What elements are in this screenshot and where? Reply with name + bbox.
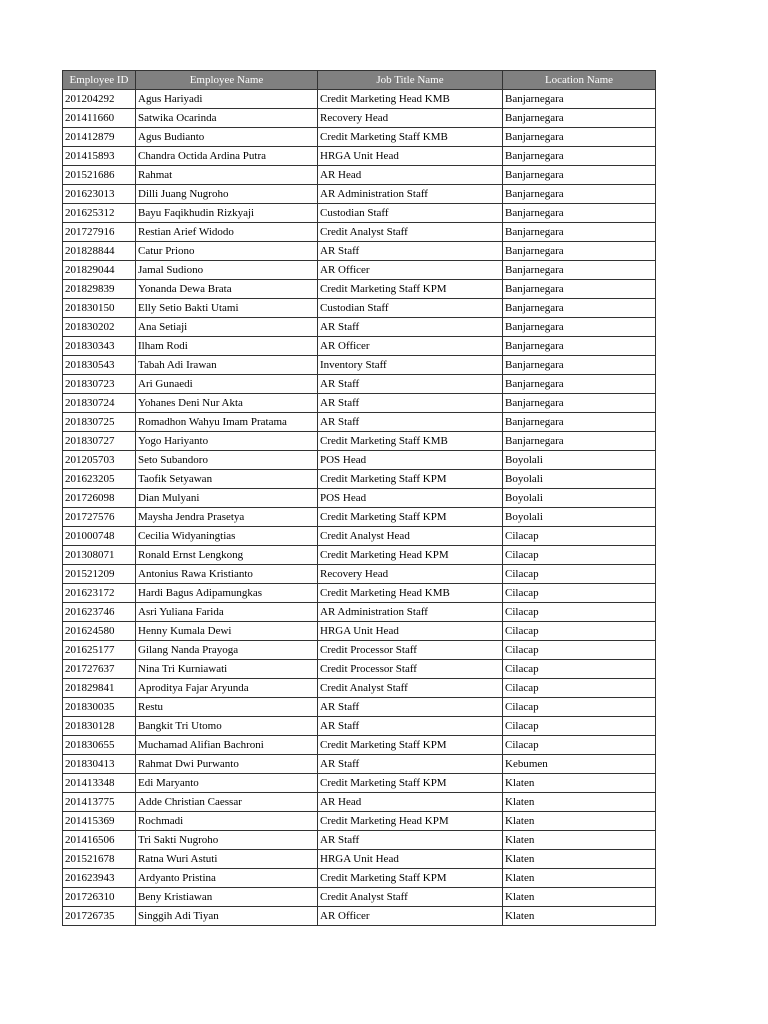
cell-job-title: AR Staff — [318, 242, 503, 261]
cell-employee-name: Rochmadi — [136, 812, 318, 831]
cell-employee-name: Tabah Adi Irawan — [136, 356, 318, 375]
header-row — [63, 71, 656, 90]
cell-employee-name: Yogo Hariyanto — [136, 432, 318, 451]
cell-job-title: Credit Marketing Staff KPM — [318, 869, 503, 888]
cell-job-title: Credit Marketing Staff KPM — [318, 774, 503, 793]
cell-employee-id: 201830413 — [63, 755, 136, 774]
cell-employee-id: 201000748 — [63, 527, 136, 546]
table-row — [63, 147, 656, 166]
cell-job-title: AR Officer — [318, 261, 503, 280]
cell-job-title: Custodian Staff — [318, 204, 503, 223]
cell-employee-id: 201624580 — [63, 622, 136, 641]
cell-job-title: Custodian Staff — [318, 299, 503, 318]
table-row — [63, 109, 656, 128]
cell-location: Klaten — [503, 888, 656, 907]
cell-job-title: AR Head — [318, 166, 503, 185]
cell-job-title: Credit Analyst Staff — [318, 888, 503, 907]
cell-employee-name: Cecilia Widyaningtias — [136, 527, 318, 546]
cell-location: Cilacap — [503, 584, 656, 603]
table-row — [63, 793, 656, 812]
cell-employee-name: Henny Kumala Dewi — [136, 622, 318, 641]
cell-location: Boyolali — [503, 508, 656, 527]
cell-location: Boyolali — [503, 451, 656, 470]
header-location-name: Location Name — [503, 71, 656, 90]
cell-employee-name: Ilham Rodi — [136, 337, 318, 356]
cell-job-title: Recovery Head — [318, 109, 503, 128]
table-row — [63, 242, 656, 261]
cell-job-title: AR Staff — [318, 318, 503, 337]
cell-employee-name: Nina Tri Kurniawati — [136, 660, 318, 679]
cell-employee-id: 201625312 — [63, 204, 136, 223]
cell-employee-id: 201623013 — [63, 185, 136, 204]
cell-location: Cilacap — [503, 546, 656, 565]
table-row — [63, 698, 656, 717]
cell-employee-name: Rahmat Dwi Purwanto — [136, 755, 318, 774]
cell-job-title: Inventory Staff — [318, 356, 503, 375]
cell-employee-id: 201726098 — [63, 489, 136, 508]
cell-employee-name: Romadhon Wahyu Imam Pratama — [136, 413, 318, 432]
cell-location: Klaten — [503, 812, 656, 831]
cell-employee-id: 201830723 — [63, 375, 136, 394]
header-employee-id: Employee ID — [63, 71, 136, 90]
cell-employee-name: Asri Yuliana Farida — [136, 603, 318, 622]
cell-job-title: Credit Marketing Staff KPM — [318, 736, 503, 755]
cell-location: Banjarnegara — [503, 280, 656, 299]
cell-job-title: Credit Analyst Staff — [318, 679, 503, 698]
cell-job-title: Credit Marketing Staff KPM — [318, 280, 503, 299]
cell-employee-name: Elly Setio Bakti Utami — [136, 299, 318, 318]
table-row — [63, 565, 656, 584]
cell-employee-name: Edi Maryanto — [136, 774, 318, 793]
cell-job-title: AR Administration Staff — [318, 185, 503, 204]
cell-location: Banjarnegara — [503, 261, 656, 280]
cell-employee-id: 201623746 — [63, 603, 136, 622]
cell-job-title: Credit Marketing Staff KPM — [318, 508, 503, 527]
table-row — [63, 185, 656, 204]
table-row — [63, 394, 656, 413]
cell-location: Banjarnegara — [503, 318, 656, 337]
table-row — [63, 850, 656, 869]
cell-job-title: Credit Analyst Head — [318, 527, 503, 546]
cell-location: Klaten — [503, 774, 656, 793]
cell-employee-name: Aproditya Fajar Aryunda — [136, 679, 318, 698]
cell-employee-name: Adde Christian Caessar — [136, 793, 318, 812]
table-row — [63, 546, 656, 565]
cell-employee-id: 201830724 — [63, 394, 136, 413]
cell-job-title: Credit Marketing Head KPM — [318, 546, 503, 565]
cell-job-title: AR Officer — [318, 907, 503, 926]
cell-job-title: AR Staff — [318, 375, 503, 394]
cell-employee-id: 201828844 — [63, 242, 136, 261]
table-row — [63, 470, 656, 489]
table-row — [63, 508, 656, 527]
table-row — [63, 622, 656, 641]
cell-job-title: AR Staff — [318, 831, 503, 850]
table-row — [63, 679, 656, 698]
cell-job-title: Credit Processor Staff — [318, 660, 503, 679]
cell-job-title: HRGA Unit Head — [318, 622, 503, 641]
table-row — [63, 90, 656, 109]
cell-employee-id: 201830725 — [63, 413, 136, 432]
cell-job-title: AR Staff — [318, 413, 503, 432]
cell-employee-id: 201521209 — [63, 565, 136, 584]
cell-employee-id: 201413348 — [63, 774, 136, 793]
cell-location: Kebumen — [503, 755, 656, 774]
cell-employee-id: 201521678 — [63, 850, 136, 869]
cell-job-title: Recovery Head — [318, 565, 503, 584]
cell-job-title: AR Staff — [318, 717, 503, 736]
table-row — [63, 432, 656, 451]
cell-location: Klaten — [503, 793, 656, 812]
cell-employee-id: 201727916 — [63, 223, 136, 242]
cell-employee-id: 201204292 — [63, 90, 136, 109]
cell-employee-name: Gilang Nanda Prayoga — [136, 641, 318, 660]
cell-location: Banjarnegara — [503, 185, 656, 204]
cell-employee-id: 201521686 — [63, 166, 136, 185]
cell-employee-name: Ana Setiaji — [136, 318, 318, 337]
cell-employee-id: 201830727 — [63, 432, 136, 451]
cell-job-title: AR Administration Staff — [318, 603, 503, 622]
cell-employee-name: Agus Budianto — [136, 128, 318, 147]
cell-location: Banjarnegara — [503, 432, 656, 451]
table-row — [63, 261, 656, 280]
cell-job-title: Credit Marketing Head KPM — [318, 812, 503, 831]
cell-employee-id: 201830035 — [63, 698, 136, 717]
table-row — [63, 451, 656, 470]
cell-location: Cilacap — [503, 660, 656, 679]
cell-employee-name: Ronald Ernst Lengkong — [136, 546, 318, 565]
table-row — [63, 584, 656, 603]
cell-employee-id: 201726735 — [63, 907, 136, 926]
cell-location: Cilacap — [503, 622, 656, 641]
cell-location: Banjarnegara — [503, 204, 656, 223]
table-row — [63, 527, 656, 546]
cell-job-title: POS Head — [318, 489, 503, 508]
cell-employee-id: 201830202 — [63, 318, 136, 337]
table-row — [63, 774, 656, 793]
cell-location: Banjarnegara — [503, 394, 656, 413]
cell-employee-name: Jamal Sudiono — [136, 261, 318, 280]
cell-employee-id: 201623205 — [63, 470, 136, 489]
cell-job-title: Credit Analyst Staff — [318, 223, 503, 242]
table-row — [63, 603, 656, 622]
cell-job-title: HRGA Unit Head — [318, 850, 503, 869]
table-row — [63, 641, 656, 660]
table-row — [63, 204, 656, 223]
cell-employee-name: Hardi Bagus Adipamungkas — [136, 584, 318, 603]
cell-location: Banjarnegara — [503, 90, 656, 109]
table-row — [63, 280, 656, 299]
cell-job-title: AR Head — [318, 793, 503, 812]
cell-job-title: Credit Marketing Head KMB — [318, 90, 503, 109]
cell-employee-name: Catur Priono — [136, 242, 318, 261]
cell-employee-name: Agus Hariyadi — [136, 90, 318, 109]
cell-employee-id: 201726310 — [63, 888, 136, 907]
table-row — [63, 356, 656, 375]
table-row — [63, 717, 656, 736]
cell-location: Banjarnegara — [503, 413, 656, 432]
cell-employee-name: Tri Sakti Nugroho — [136, 831, 318, 850]
table-row — [63, 337, 656, 356]
cell-employee-name: Dilli Juang Nugroho — [136, 185, 318, 204]
cell-location: Banjarnegara — [503, 242, 656, 261]
cell-employee-id: 201829044 — [63, 261, 136, 280]
cell-location: Banjarnegara — [503, 337, 656, 356]
cell-job-title: AR Officer — [318, 337, 503, 356]
table-row — [63, 831, 656, 850]
cell-employee-name: Rahmat — [136, 166, 318, 185]
cell-employee-id: 201830150 — [63, 299, 136, 318]
table-row — [63, 166, 656, 185]
table-row — [63, 755, 656, 774]
cell-employee-id: 201829839 — [63, 280, 136, 299]
cell-employee-name: Beny Kristiawan — [136, 888, 318, 907]
cell-employee-name: Maysha Jendra Prasetya — [136, 508, 318, 527]
cell-location: Klaten — [503, 831, 656, 850]
table-row — [63, 736, 656, 755]
cell-employee-id: 201413775 — [63, 793, 136, 812]
cell-employee-name: Dian Mulyani — [136, 489, 318, 508]
cell-location: Banjarnegara — [503, 223, 656, 242]
cell-employee-name: Seto Subandoro — [136, 451, 318, 470]
cell-employee-name: Singgih Adi Tiyan — [136, 907, 318, 926]
header-job-title-name: Job Title Name — [318, 71, 503, 90]
table-row — [63, 660, 656, 679]
cell-employee-id: 201830343 — [63, 337, 136, 356]
cell-employee-id: 201412879 — [63, 128, 136, 147]
cell-location: Banjarnegara — [503, 299, 656, 318]
cell-employee-id: 201830543 — [63, 356, 136, 375]
cell-location: Cilacap — [503, 527, 656, 546]
cell-location: Cilacap — [503, 679, 656, 698]
cell-job-title: Credit Marketing Staff KMB — [318, 432, 503, 451]
cell-job-title: AR Staff — [318, 755, 503, 774]
cell-location: Cilacap — [503, 736, 656, 755]
cell-employee-name: Bangkit Tri Utomo — [136, 717, 318, 736]
table-row — [63, 128, 656, 147]
cell-employee-name: Bayu Faqikhudin Rizkyaji — [136, 204, 318, 223]
table-row — [63, 869, 656, 888]
cell-location: Klaten — [503, 907, 656, 926]
cell-employee-name: Chandra Octida Ardina Putra — [136, 147, 318, 166]
cell-employee-name: Muchamad Alifian Bachroni — [136, 736, 318, 755]
cell-employee-id: 201727576 — [63, 508, 136, 527]
cell-location: Klaten — [503, 850, 656, 869]
cell-location: Banjarnegara — [503, 147, 656, 166]
cell-job-title: Credit Marketing Staff KMB — [318, 128, 503, 147]
cell-job-title: Credit Marketing Head KMB — [318, 584, 503, 603]
cell-employee-name: Satwika Ocarinda — [136, 109, 318, 128]
cell-job-title: AR Staff — [318, 394, 503, 413]
cell-job-title: AR Staff — [318, 698, 503, 717]
table-row — [63, 375, 656, 394]
table-row — [63, 223, 656, 242]
table-row — [63, 812, 656, 831]
header-employee-name: Employee Name — [136, 71, 318, 90]
table-row — [63, 907, 656, 926]
employee-table — [62, 70, 656, 926]
cell-employee-id: 201415369 — [63, 812, 136, 831]
cell-employee-id: 201623172 — [63, 584, 136, 603]
table-row — [63, 299, 656, 318]
cell-employee-id: 201416506 — [63, 831, 136, 850]
cell-location: Cilacap — [503, 565, 656, 584]
cell-location: Banjarnegara — [503, 109, 656, 128]
cell-employee-id: 201411660 — [63, 109, 136, 128]
cell-job-title: HRGA Unit Head — [318, 147, 503, 166]
table-row — [63, 888, 656, 907]
cell-location: Boyolali — [503, 470, 656, 489]
table-row — [63, 413, 656, 432]
cell-employee-id: 201830128 — [63, 717, 136, 736]
cell-employee-id: 201830655 — [63, 736, 136, 755]
cell-employee-id: 201308071 — [63, 546, 136, 565]
cell-employee-id: 201625177 — [63, 641, 136, 660]
cell-employee-name: Taofik Setyawan — [136, 470, 318, 489]
cell-employee-name: Ardyanto Pristina — [136, 869, 318, 888]
cell-location: Cilacap — [503, 717, 656, 736]
cell-employee-id: 201623943 — [63, 869, 136, 888]
cell-employee-id: 201415893 — [63, 147, 136, 166]
cell-location: Klaten — [503, 869, 656, 888]
cell-location: Banjarnegara — [503, 356, 656, 375]
cell-job-title: POS Head — [318, 451, 503, 470]
cell-location: Cilacap — [503, 603, 656, 622]
cell-location: Banjarnegara — [503, 166, 656, 185]
cell-employee-name: Ratna Wuri Astuti — [136, 850, 318, 869]
cell-location: Banjarnegara — [503, 128, 656, 147]
cell-location: Boyolali — [503, 489, 656, 508]
cell-employee-name: Ari Gunaedi — [136, 375, 318, 394]
cell-employee-id: 201727637 — [63, 660, 136, 679]
cell-employee-name: Restian Arief Widodo — [136, 223, 318, 242]
cell-job-title: Credit Marketing Staff KPM — [318, 470, 503, 489]
cell-employee-id: 201205703 — [63, 451, 136, 470]
table-body — [63, 90, 656, 926]
cell-employee-name: Antonius Rawa Kristianto — [136, 565, 318, 584]
cell-job-title: Credit Processor Staff — [318, 641, 503, 660]
cell-employee-name: Yonanda Dewa Brata — [136, 280, 318, 299]
cell-employee-name: Yohanes Deni Nur Akta — [136, 394, 318, 413]
cell-employee-name: Restu — [136, 698, 318, 717]
cell-location: Cilacap — [503, 698, 656, 717]
cell-employee-id: 201829841 — [63, 679, 136, 698]
table-row — [63, 489, 656, 508]
cell-location: Banjarnegara — [503, 375, 656, 394]
cell-location: Cilacap — [503, 641, 656, 660]
table-row — [63, 318, 656, 337]
